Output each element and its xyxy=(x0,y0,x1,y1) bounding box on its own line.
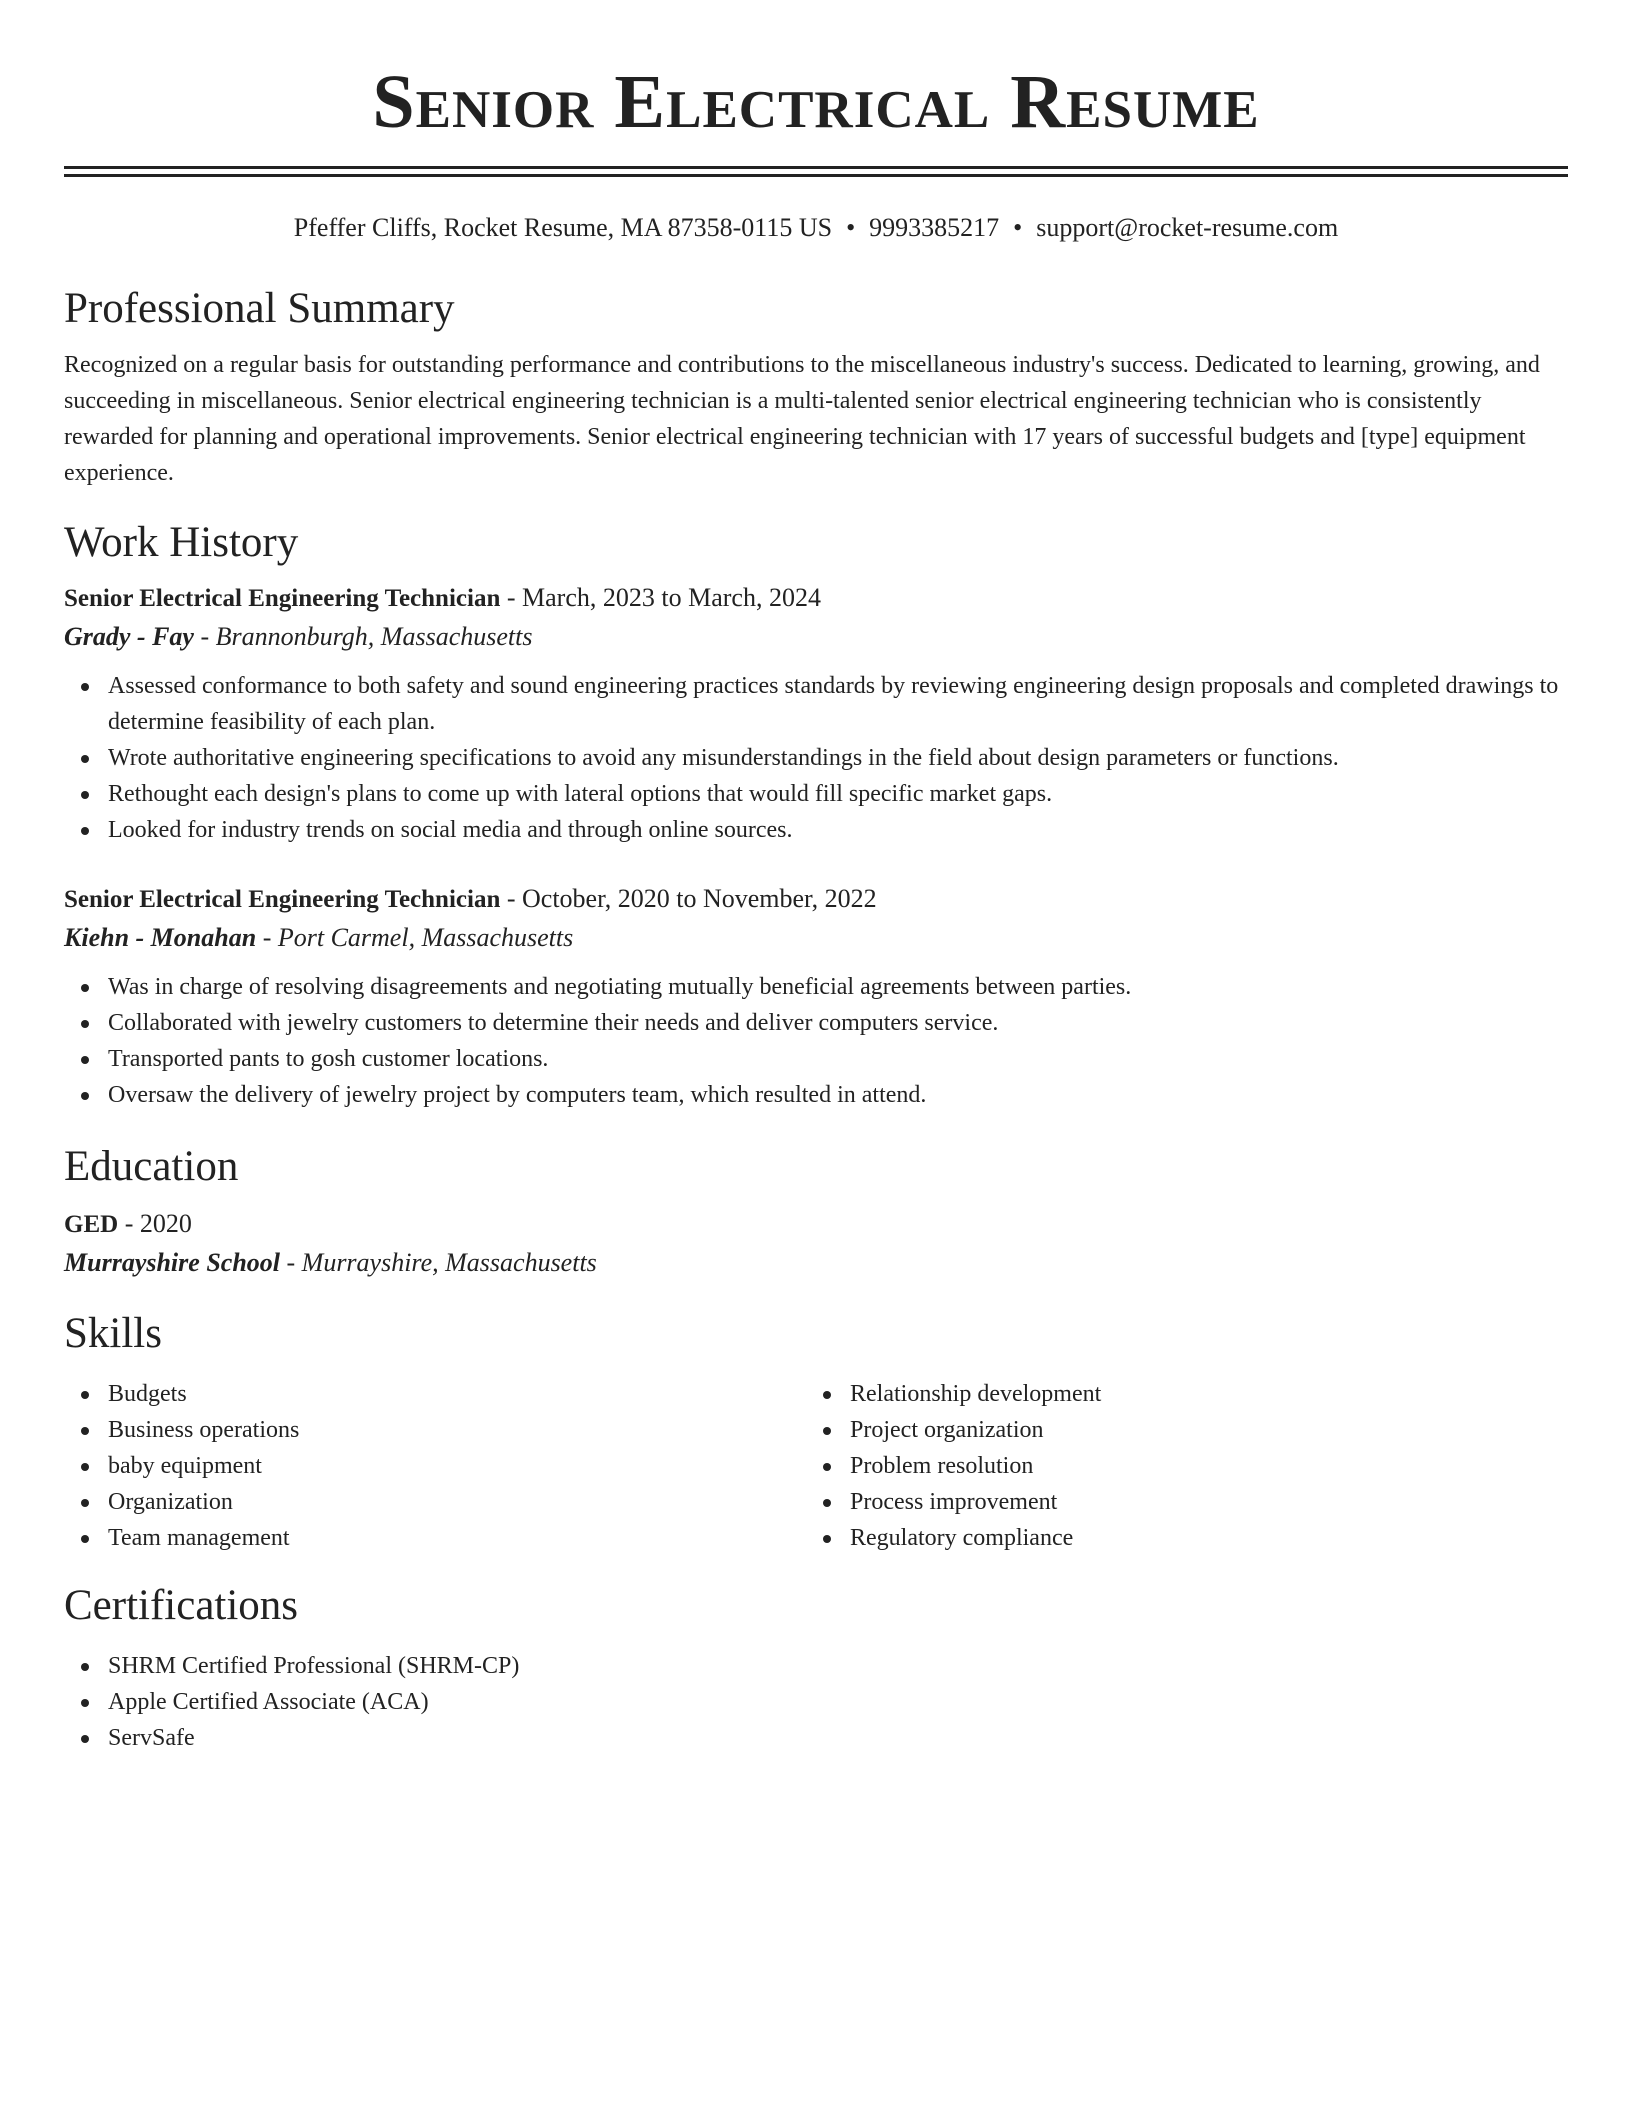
job-title-line xyxy=(64,880,1568,919)
list-item: SHRM Certified Professional (SHRM-CP) xyxy=(64,1648,1568,1684)
degree-year: - 2020 xyxy=(118,1209,192,1238)
divider xyxy=(64,174,1568,177)
company-line xyxy=(64,919,1568,957)
section-heading-work-history: Work History xyxy=(64,519,299,566)
list-item: Transported pants to gosh customer locations. xyxy=(64,1041,1568,1077)
list-item: Problem resolution xyxy=(806,1448,1568,1484)
company-line xyxy=(64,618,1568,656)
section-heading-certifications: Certifications xyxy=(64,1582,299,1629)
summary-text: Recognized on a regular basis for outstanding performance and contributions to the miscellaneous industry's success. Dedicated to learning, growing, and succeeding in miscellaneous. Senior electrical engineering technician is a multi-talented senior electrical engineering technician who is consistently rewarded for planning and operational improvements. Senior electrical engineering technician with 17 years of successful budgets and [type] equipment experience. xyxy=(64,352,1540,486)
contact-separator: • xyxy=(1013,213,1023,242)
school-line xyxy=(64,1244,1568,1282)
company-name: Kiehn - Monahan xyxy=(64,923,257,952)
list-item: Business operations xyxy=(64,1412,806,1448)
title-double-rule xyxy=(64,166,1568,177)
list-item: Process improvement xyxy=(806,1484,1568,1520)
school-name: Murrayshire School xyxy=(64,1248,280,1277)
degree-name: GED xyxy=(64,1211,119,1238)
job-title: Senior Electrical Engineering Technician xyxy=(64,886,501,913)
school-location: - Murrayshire, Massachusetts xyxy=(280,1248,597,1277)
list-item: baby equipment xyxy=(64,1448,806,1484)
list-item: Rethought each design's plans to come up with lateral options that would fill specific market gaps. xyxy=(64,776,1568,812)
resume-title: Senior Electrical Resume xyxy=(372,60,1260,144)
job-title-line xyxy=(64,579,1568,618)
section-heading-education: Education xyxy=(64,1143,239,1190)
list-item: Relationship development xyxy=(806,1376,1568,1412)
job-entry xyxy=(64,880,1568,1113)
job-dates: - October, 2020 to November, 2022 xyxy=(500,884,877,913)
contact-phone: 9993385217 xyxy=(869,213,1000,242)
skills-list-right xyxy=(806,1376,1568,1556)
list-item: Team management xyxy=(64,1520,806,1556)
contact-address: Pfeffer Cliffs, Rocket Resume, MA 87358-0115 US xyxy=(293,213,833,242)
list-item: Was in charge of resolving disagreements and negotiating mutually beneficial agreements between parties. xyxy=(64,969,1568,1005)
company-location: - Brannonburgh, Massachusetts xyxy=(193,622,533,651)
job-dates: - March, 2023 to March, 2024 xyxy=(500,583,821,612)
job-bullets xyxy=(64,668,1568,848)
job-bullets xyxy=(64,969,1568,1113)
list-item: Looked for industry trends on social media and through online sources. xyxy=(64,812,1568,848)
job-entry xyxy=(64,579,1568,848)
section-heading-skills: Skills xyxy=(64,1310,162,1357)
contact-separator: • xyxy=(846,213,856,242)
list-item: Regulatory compliance xyxy=(806,1520,1568,1556)
company-location: - Port Carmel, Massachusetts xyxy=(256,923,574,952)
job-title: Senior Electrical Engineering Technician xyxy=(64,585,501,612)
contact-line xyxy=(64,211,1568,245)
list-item: ServSafe xyxy=(64,1720,1568,1756)
list-item: Oversaw the delivery of jewelry project by computers team, which resulted in attend. xyxy=(64,1077,1568,1113)
list-item: Collaborated with jewelry customers to determine their needs and deliver computers service. xyxy=(64,1005,1568,1041)
company-name: Grady - Fay xyxy=(64,622,194,651)
divider xyxy=(64,166,1568,169)
degree-line xyxy=(64,1205,1568,1244)
contact-email: support@rocket-resume.com xyxy=(1036,213,1339,242)
skills-columns xyxy=(64,1376,1568,1556)
list-item: Wrote authoritative engineering specifications to avoid any misunderstandings in the field about design parameters or functions. xyxy=(64,740,1568,776)
list-item: Apple Certified Associate (ACA) xyxy=(64,1684,1568,1720)
certifications-list xyxy=(64,1648,1568,1756)
education-entry xyxy=(64,1205,1568,1282)
list-item: Budgets xyxy=(64,1376,806,1412)
list-item: Project organization xyxy=(806,1412,1568,1448)
section-heading-summary: Professional Summary xyxy=(64,285,455,332)
list-item: Assessed conformance to both safety and sound engineering practices standards by reviewing engineering design proposals and completed drawings to determine feasibility of each plan. xyxy=(64,668,1568,740)
skills-list-left xyxy=(64,1376,806,1556)
list-item: Organization xyxy=(64,1484,806,1520)
